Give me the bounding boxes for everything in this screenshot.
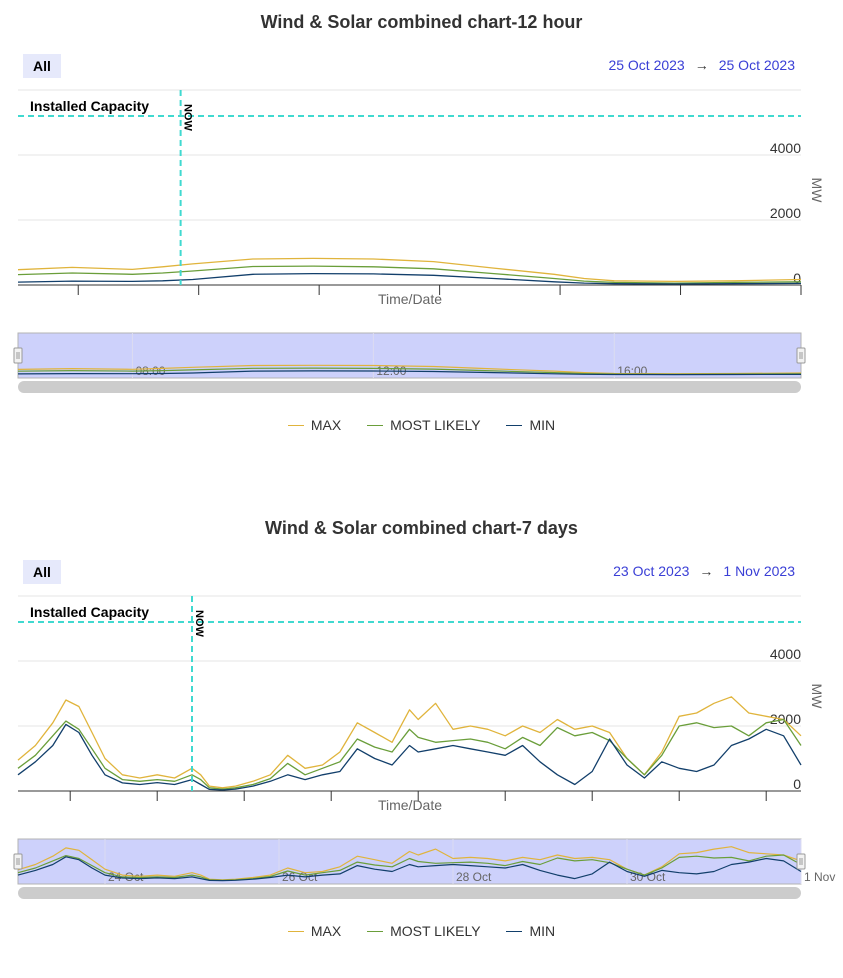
chart-panel-7-days (0, 506, 843, 978)
range-arrow-icon: → (699, 563, 714, 579)
line-chart (0, 506, 843, 978)
handle-body (797, 854, 805, 869)
line-chart (0, 0, 843, 472)
legend-most-likely-line-icon (367, 931, 383, 932)
legend-item-max[interactable] (288, 417, 341, 433)
navigator-scrollbar[interactable] (18, 887, 801, 899)
now-label: NOW (181, 104, 194, 131)
navigator-tick-label: 26 Oct (282, 870, 318, 884)
range-to-date[interactable]: 1 Nov 2023 (723, 563, 795, 579)
chart-title: Wind & Solar combined chart-7 days (265, 518, 578, 538)
series-line-max (18, 697, 801, 788)
gridlines (18, 90, 801, 285)
legend-most-likely-line-icon (367, 425, 383, 426)
x-axis-title: Time/Date (377, 797, 443, 813)
navigator-tick-label: 30 Oct (630, 870, 666, 884)
y-axis-title: MW (809, 683, 825, 709)
range-arrow-icon: → (694, 57, 709, 73)
legend-item-min[interactable] (506, 417, 555, 433)
now-label: NOW (193, 610, 205, 637)
legend-max-line-icon (288, 931, 304, 932)
navigator-tick-label: 08:00 (135, 364, 166, 378)
legend-item-most-likely[interactable] (367, 417, 481, 433)
legend-max-line-icon (288, 425, 304, 426)
x-axis-title: Time/Date (377, 291, 443, 307)
chart-title: Wind & Solar combined chart-12 hour (260, 12, 583, 32)
installed-capacity-label: Installed Capacity (30, 604, 150, 620)
range-to-date[interactable]: 25 Oct 2023 (718, 57, 795, 73)
series-line-max (18, 258, 801, 281)
range-from-date[interactable]: 23 Oct 2023 (613, 563, 690, 579)
navigator-left-handle[interactable] (14, 854, 22, 869)
y-axis-title: MW (809, 177, 825, 203)
navigator-tick-label: 16:00 (617, 364, 648, 378)
y-tick-label: 0 (793, 776, 801, 792)
legend-item-max[interactable] (288, 923, 341, 939)
range-from-date[interactable]: 25 Oct 2023 (608, 57, 685, 73)
series-line-min (18, 724, 801, 790)
navigator-right-handle[interactable] (797, 348, 805, 363)
navigator-tick-label: 24 Oct (108, 870, 144, 884)
legend-label: MOST LIKELY (390, 922, 481, 939)
legend-label: MIN (529, 416, 556, 433)
legend (0, 412, 843, 433)
range-all-button[interactable]: All (23, 54, 61, 78)
y-tick-label: 4000 (769, 140, 801, 156)
y-tick-label: 0 (793, 270, 801, 286)
handle-body (14, 854, 22, 869)
navigator-scrollbar[interactable] (18, 381, 801, 393)
y-tick-label: 2000 (769, 205, 801, 221)
y-tick-label: 4000 (769, 646, 801, 662)
gridlines (18, 596, 801, 791)
range-all-button[interactable]: All (23, 560, 61, 584)
navigator (14, 839, 835, 884)
navigator-left-handle[interactable] (14, 348, 22, 363)
legend-item-most-likely[interactable] (367, 923, 481, 939)
handle-body (797, 348, 805, 363)
navigator-tick-label: 1 Nov (804, 870, 836, 884)
legend-item-min[interactable] (506, 923, 555, 939)
legend-min-line-icon (506, 425, 522, 426)
legend-min-line-icon (506, 931, 522, 932)
navigator (14, 333, 843, 378)
navigator-right-handle[interactable] (797, 854, 805, 869)
y-tick-label: 2000 (769, 711, 801, 727)
chart-panel-12-hour (0, 0, 843, 472)
installed-capacity-label: Installed Capacity (30, 98, 150, 114)
handle-body (14, 348, 22, 363)
legend-label: MAX (310, 922, 342, 939)
legend (0, 918, 843, 939)
legend-label: MIN (529, 922, 556, 939)
navigator-tick-label: 12:00 (376, 364, 407, 378)
legend-label: MAX (310, 416, 342, 433)
navigator-tick-label: 28 Oct (456, 870, 492, 884)
series-line-most-likely (18, 720, 801, 790)
legend-label: MOST LIKELY (390, 416, 481, 433)
